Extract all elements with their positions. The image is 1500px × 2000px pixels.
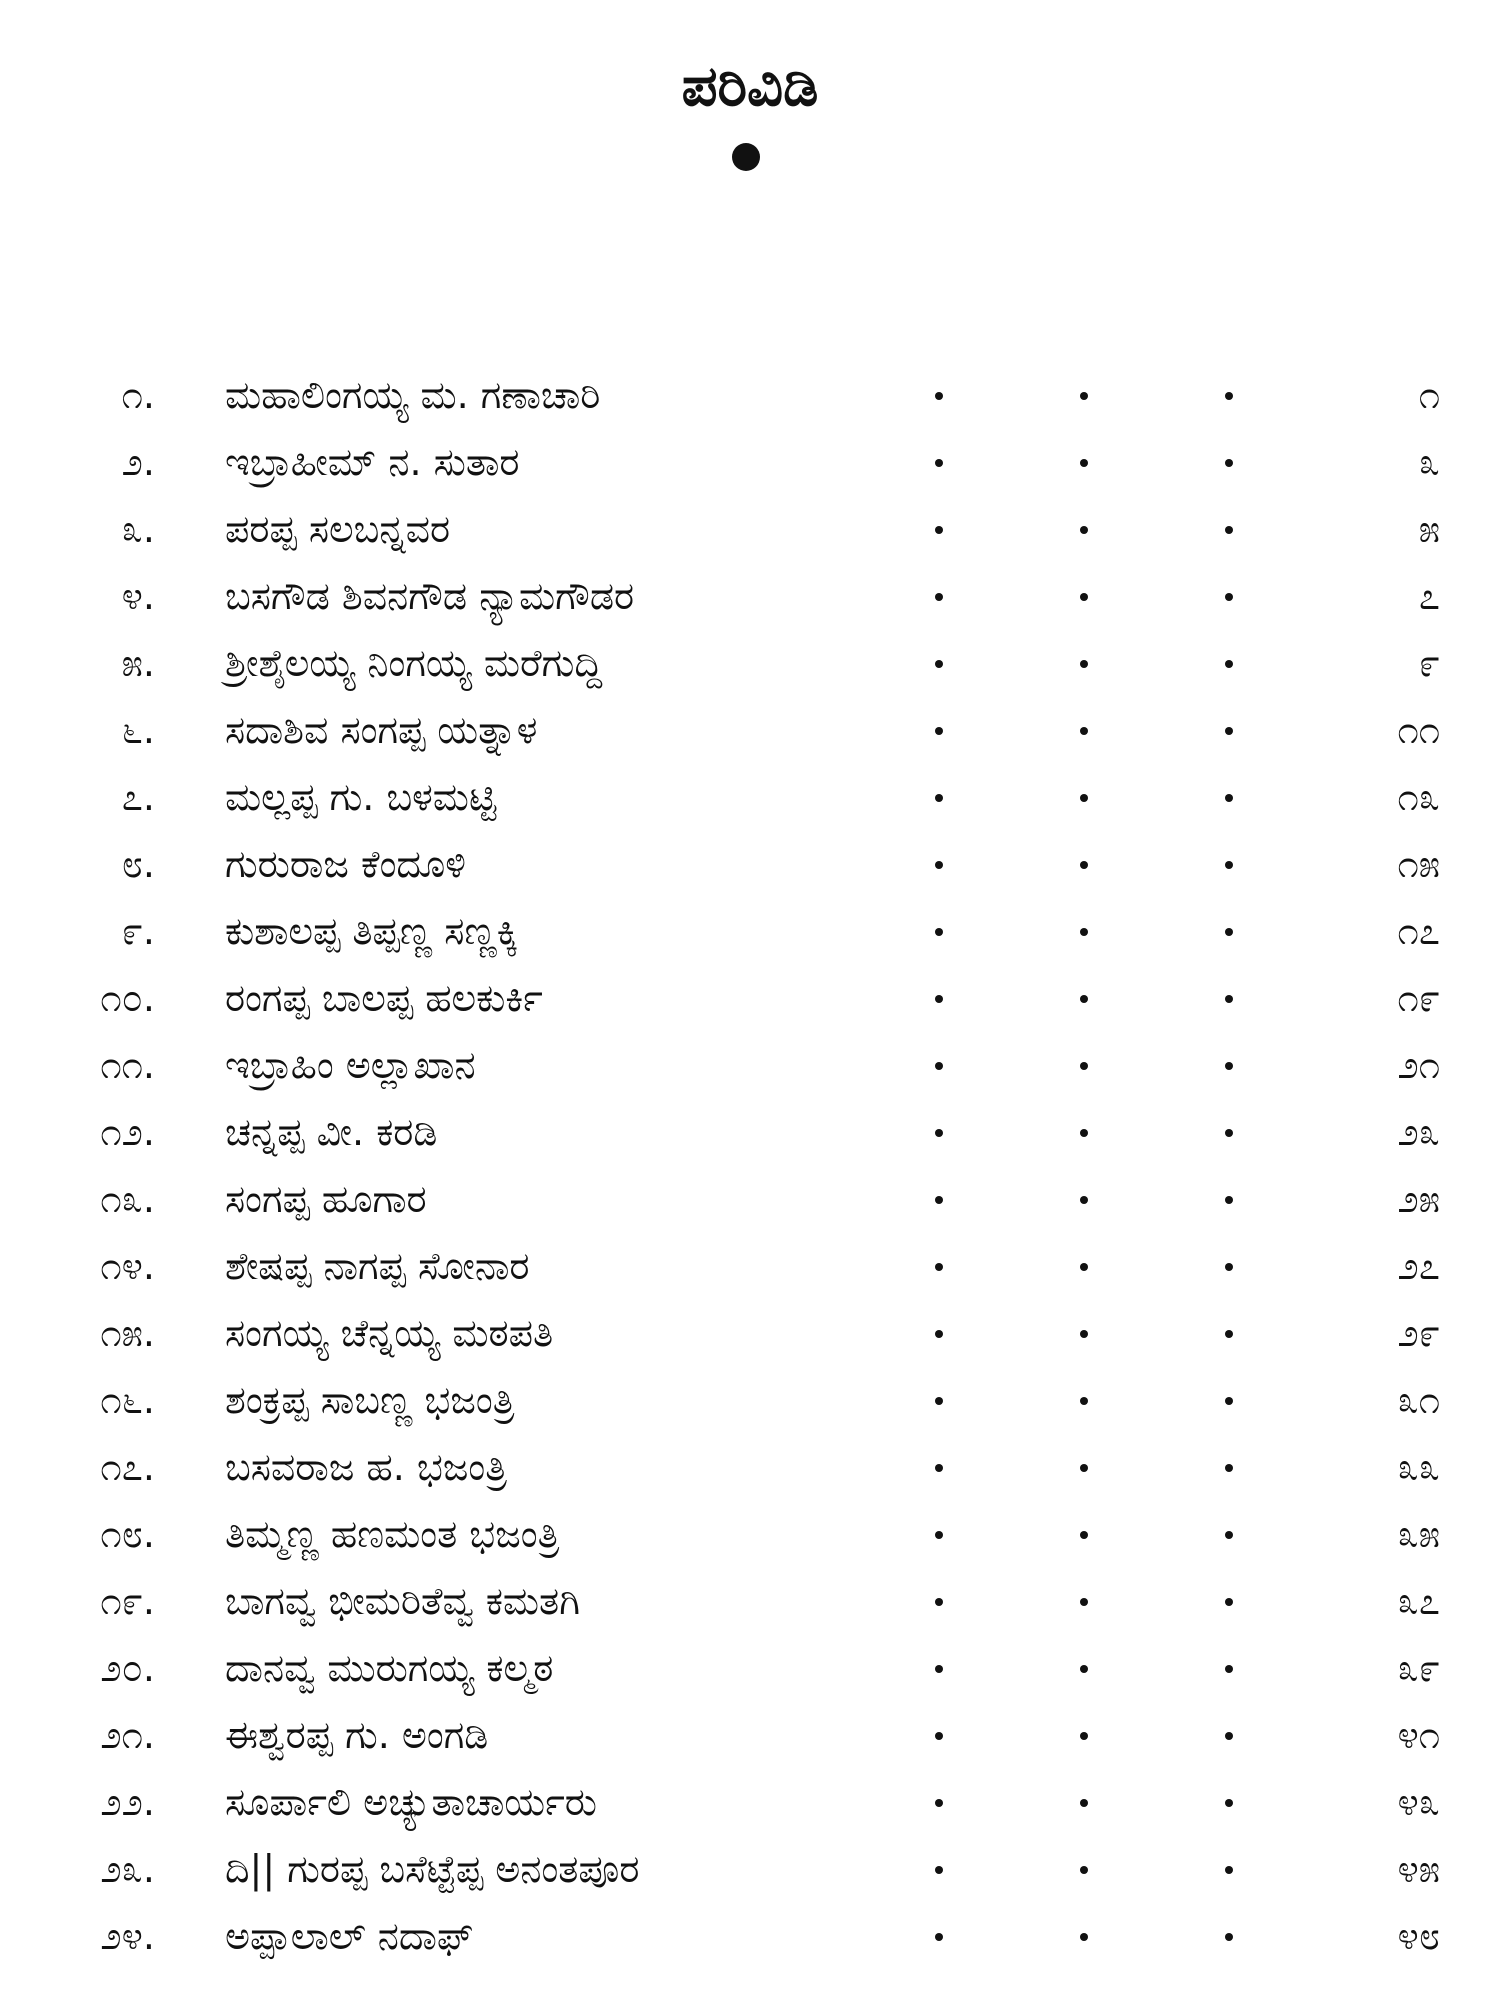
entry-page-number: ೩೧ <box>1397 1378 1440 1422</box>
dot-leader <box>920 1099 1250 1166</box>
leader-dot <box>1225 1598 1233 1606</box>
entry-page-number: ೩೯ <box>1397 1646 1440 1690</box>
leader-dot <box>1225 861 1233 869</box>
leader-dot <box>935 995 943 1003</box>
entry-number: ೧೧. <box>100 1043 155 1087</box>
dot-leader <box>920 563 1250 630</box>
leader-dot <box>935 392 943 400</box>
leader-dot <box>1080 928 1088 936</box>
leader-dot <box>1080 1129 1088 1137</box>
entry-page-number: ೪೩ <box>1397 1780 1440 1824</box>
leader-dot <box>1225 1933 1233 1941</box>
leader-dot <box>935 1129 943 1137</box>
entry-number: ೨೨. <box>100 1780 155 1824</box>
entry-number: ೧೪. <box>100 1244 155 1288</box>
entry-page-number: ೪೧ <box>1397 1713 1440 1757</box>
leader-dot <box>1080 995 1088 1003</box>
dot-leader <box>920 1501 1250 1568</box>
entry-title: ಬಸವರಾಜ ಹ. ಭಜಂತ್ರಿ <box>225 1445 507 1489</box>
leader-dot <box>935 1531 943 1539</box>
dot-leader <box>920 1367 1250 1434</box>
entry-page-number: ೪೫ <box>1397 1847 1440 1891</box>
entry-number: ೨೧. <box>100 1713 155 1757</box>
leader-dot <box>1080 1665 1088 1673</box>
entry-number: ೨೦. <box>100 1646 155 1690</box>
toc-entry <box>0 1367 1500 1434</box>
entry-page-number: ೧೩ <box>1397 775 1440 819</box>
leader-dot <box>1225 928 1233 936</box>
dot-leader <box>920 1702 1250 1769</box>
leader-dot <box>935 660 943 668</box>
toc-entry <box>0 496 1500 563</box>
leader-dot <box>935 593 943 601</box>
toc-entry <box>0 1635 1500 1702</box>
leader-dot <box>1225 1531 1233 1539</box>
toc-entry <box>0 1702 1500 1769</box>
entry-page-number: ೧೯ <box>1397 976 1440 1020</box>
dot-leader <box>920 1568 1250 1635</box>
leader-dot <box>1080 1531 1088 1539</box>
leader-dot <box>935 1665 943 1673</box>
toc-entry <box>0 1434 1500 1501</box>
dot-leader <box>920 1300 1250 1367</box>
entry-title: ಶಂಕ್ರಪ್ಪ ಸಾಬಣ್ಣ ಭಜಂತ್ರಿ <box>225 1378 515 1422</box>
entry-number: ೩. <box>121 507 155 551</box>
entry-page-number: ೨೩ <box>1397 1110 1440 1154</box>
leader-dot <box>1225 660 1233 668</box>
leader-dot <box>1080 1933 1088 1941</box>
leader-dot <box>1080 861 1088 869</box>
leader-dot <box>935 526 943 534</box>
entry-title: ಇಬ್ರಾಹಿಂ ಅಲ್ಲಾಖಾನ <box>225 1043 476 1087</box>
leader-dot <box>1225 1062 1233 1070</box>
entry-number: ೭. <box>121 775 155 819</box>
entry-title: ಗುರುರಾಜ ಕೆಂದೂಳಿ <box>225 842 466 886</box>
entry-page-number: ೭ <box>1418 574 1440 618</box>
dot-leader <box>920 1434 1250 1501</box>
entry-page-number: ೯ <box>1418 641 1440 685</box>
leader-dot <box>1225 1799 1233 1807</box>
dot-leader <box>920 1836 1250 1903</box>
entry-page-number: ೨೧ <box>1397 1043 1440 1087</box>
leader-dot <box>1225 1397 1233 1405</box>
toc-entry <box>0 1903 1500 1970</box>
toc-entry <box>0 764 1500 831</box>
leader-dot <box>935 794 943 802</box>
entry-page-number: ೨೭ <box>1397 1244 1440 1288</box>
entry-title: ಸೂರ್ಪಾಲಿ ಅಚ್ಯುತಾಚಾರ್ಯರು <box>225 1780 597 1824</box>
leader-dot <box>1080 593 1088 601</box>
leader-dot <box>935 1732 943 1740</box>
entry-title: ಇಬ್ರಾಹೀಮ್ ನ. ಸುತಾರ <box>225 440 520 484</box>
leader-dot <box>1225 459 1233 467</box>
toc-entry <box>0 697 1500 764</box>
entry-number: ೧೮. <box>100 1512 155 1556</box>
entry-title: ಶೇಷಪ್ಪ ನಾಗಪ್ಪ ಸೋನಾರ <box>225 1244 530 1288</box>
entry-title: ಮಹಾಲಿಂಗಯ್ಯ ಮ. ಗಣಾಚಾರಿ <box>225 373 601 417</box>
leader-dot <box>1225 1464 1233 1472</box>
entry-title: ರಂಗಪ್ಪ ಬಾಲಪ್ಪ ಹಲಕುರ್ಕಿ <box>225 976 543 1020</box>
toc-entry <box>0 362 1500 429</box>
leader-dot <box>1080 1799 1088 1807</box>
leader-dot <box>935 1866 943 1874</box>
entry-page-number: ೧೫ <box>1397 842 1440 886</box>
entry-number: ೮. <box>121 842 155 886</box>
toc-entry <box>0 630 1500 697</box>
leader-dot <box>1225 794 1233 802</box>
leader-dot <box>1080 526 1088 534</box>
leader-dot <box>1080 1732 1088 1740</box>
leader-dot <box>1225 593 1233 601</box>
title-bullet-icon <box>732 143 760 171</box>
entry-title: ತಿಮ್ಮಣ್ಣ ಹಣಮಂತ ಭಜಂತ್ರಿ <box>225 1512 560 1556</box>
dot-leader <box>920 362 1250 429</box>
entry-page-number: ೩ <box>1418 440 1440 484</box>
entry-number: ೨೪. <box>100 1914 155 1958</box>
entry-title: ದಾನವ್ವ ಮುರುಗಯ್ಯ ಕಲ್ಮಠ <box>225 1646 554 1690</box>
leader-dot <box>1080 660 1088 668</box>
entry-number: ೪. <box>121 574 155 618</box>
leader-dot <box>935 1196 943 1204</box>
table-of-contents <box>0 362 1500 1970</box>
toc-entry <box>0 1099 1500 1166</box>
dot-leader <box>920 496 1250 563</box>
leader-dot <box>935 1330 943 1338</box>
leader-dot <box>1225 1263 1233 1271</box>
entry-number: ೧೭. <box>100 1445 155 1489</box>
dot-leader <box>920 1903 1250 1970</box>
toc-entry <box>0 429 1500 496</box>
leader-dot <box>1080 392 1088 400</box>
dot-leader <box>920 831 1250 898</box>
leader-dot <box>935 1464 943 1472</box>
leader-dot <box>1225 1196 1233 1204</box>
dot-leader <box>920 1166 1250 1233</box>
leader-dot <box>935 1397 943 1405</box>
leader-dot <box>1080 1866 1088 1874</box>
toc-entry <box>0 1568 1500 1635</box>
leader-dot <box>935 459 943 467</box>
entry-page-number: ೧ <box>1418 373 1440 417</box>
entry-number: ೯. <box>121 909 155 953</box>
leader-dot <box>1225 1665 1233 1673</box>
leader-dot <box>1080 727 1088 735</box>
leader-dot <box>935 1598 943 1606</box>
toc-entry <box>0 898 1500 965</box>
leader-dot <box>1080 1464 1088 1472</box>
leader-dot <box>935 928 943 936</box>
toc-entry <box>0 1769 1500 1836</box>
entry-number: ೧೯. <box>100 1579 155 1623</box>
leader-dot <box>1080 1263 1088 1271</box>
dot-leader <box>920 429 1250 496</box>
entry-title: ಅಪ್ಪಾಲಾಲ್ ನದಾಫ್ <box>225 1914 474 1958</box>
entry-title: ಸಂಗಯ್ಯ ಚೆನ್ನಯ್ಯ ಮಠಪತಿ <box>225 1311 554 1355</box>
entry-title: ಚನ್ನಪ್ಪ ವೀ. ಕರಡಿ <box>225 1110 438 1154</box>
leader-dot <box>1225 392 1233 400</box>
leader-dot <box>1080 1330 1088 1338</box>
entry-title: ಸದಾಶಿವ ಸಂಗಪ್ಪ ಯತ್ನಾಳ <box>225 708 538 752</box>
leader-dot <box>935 861 943 869</box>
leader-dot <box>1225 1129 1233 1137</box>
leader-dot <box>1080 459 1088 467</box>
entry-number: ೧೩. <box>100 1177 155 1221</box>
leader-dot <box>935 1062 943 1070</box>
leader-dot <box>935 1263 943 1271</box>
page-title: ಪರಿವಿಡಿ <box>681 54 819 119</box>
leader-dot <box>1225 1866 1233 1874</box>
entry-title: ಬಾಗವ್ವ ಭೀಮರಿತೆವ್ವ ಕಮತಗಿ <box>225 1579 580 1623</box>
entry-number: ೨೩. <box>100 1847 155 1891</box>
entry-page-number: ೫ <box>1418 507 1440 551</box>
entry-title: ದಿ|| ಗುರಪ್ಪ ಬಸೆಟ್ಟೆಪ್ಪ ಅನಂತಪೂರ <box>225 1847 640 1891</box>
entry-page-number: ೨೯ <box>1397 1311 1440 1355</box>
dot-leader <box>920 1635 1250 1702</box>
toc-entry <box>0 1166 1500 1233</box>
entry-title: ಕುಶಾಲಪ್ಪ ತಿಪ್ಪಣ್ಣ ಸಣ್ಣಕ್ಕಿ <box>225 909 519 953</box>
leader-dot <box>1080 1397 1088 1405</box>
leader-dot <box>1225 1330 1233 1338</box>
entry-number: ೨. <box>121 440 155 484</box>
toc-entry <box>0 1032 1500 1099</box>
entry-number: ೧೨. <box>100 1110 155 1154</box>
dot-leader <box>920 898 1250 965</box>
entry-page-number: ೩೭ <box>1397 1579 1440 1623</box>
dot-leader <box>920 630 1250 697</box>
dot-leader <box>920 1233 1250 1300</box>
leader-dot <box>1080 1598 1088 1606</box>
toc-entry <box>0 1836 1500 1903</box>
entry-number: ೧೫. <box>100 1311 155 1355</box>
toc-entry <box>0 1300 1500 1367</box>
leader-dot <box>1225 995 1233 1003</box>
entry-title: ಪರಪ್ಪ ಸಲಬನ್ನವರ <box>225 507 451 551</box>
dot-leader <box>920 1769 1250 1836</box>
dot-leader <box>920 764 1250 831</box>
leader-dot <box>935 1799 943 1807</box>
entry-title: ಬಸಗೌಡ ಶಿವನಗೌಡ ನ್ಯಾಮಗೌಡರ <box>225 574 635 618</box>
entry-page-number: ೧೧ <box>1397 708 1440 752</box>
toc-entry <box>0 563 1500 630</box>
leader-dot <box>1080 1062 1088 1070</box>
toc-entry <box>0 965 1500 1032</box>
leader-dot <box>1080 1196 1088 1204</box>
entry-page-number: ೨೫ <box>1397 1177 1440 1221</box>
leader-dot <box>1225 727 1233 735</box>
dot-leader <box>920 697 1250 764</box>
entry-page-number: ೪೮ <box>1397 1914 1440 1958</box>
entry-title: ಈಶ್ವರಪ್ಪ ಗು. ಅಂಗಡಿ <box>225 1713 489 1757</box>
entry-page-number: ೩೫ <box>1397 1512 1440 1556</box>
entry-number: ೧. <box>121 373 155 417</box>
leader-dot <box>1225 1732 1233 1740</box>
toc-entry <box>0 831 1500 898</box>
entry-page-number: ೩೩ <box>1397 1445 1440 1489</box>
entry-title: ಶ್ರೀಶೈಲಯ್ಯ ನಿಂಗಯ್ಯ ಮರೆಗುದ್ದಿ <box>225 641 603 685</box>
entry-number: ೫. <box>121 641 155 685</box>
leader-dot <box>935 727 943 735</box>
entry-title: ಸಂಗಪ್ಪ ಹೂಗಾರ <box>225 1177 427 1221</box>
entry-number: ೧೦. <box>100 976 155 1020</box>
entry-number: ೧೬. <box>100 1378 155 1422</box>
leader-dot <box>1080 794 1088 802</box>
leader-dot <box>935 1933 943 1941</box>
dot-leader <box>920 1032 1250 1099</box>
entry-page-number: ೧೭ <box>1397 909 1440 953</box>
leader-dot <box>1225 526 1233 534</box>
entry-number: ೬. <box>121 708 155 752</box>
dot-leader <box>920 965 1250 1032</box>
toc-entry <box>0 1501 1500 1568</box>
toc-entry <box>0 1233 1500 1300</box>
entry-title: ಮಲ್ಲಪ್ಪ ಗು. ಬಳಮಟ್ಟಿ <box>225 775 497 819</box>
